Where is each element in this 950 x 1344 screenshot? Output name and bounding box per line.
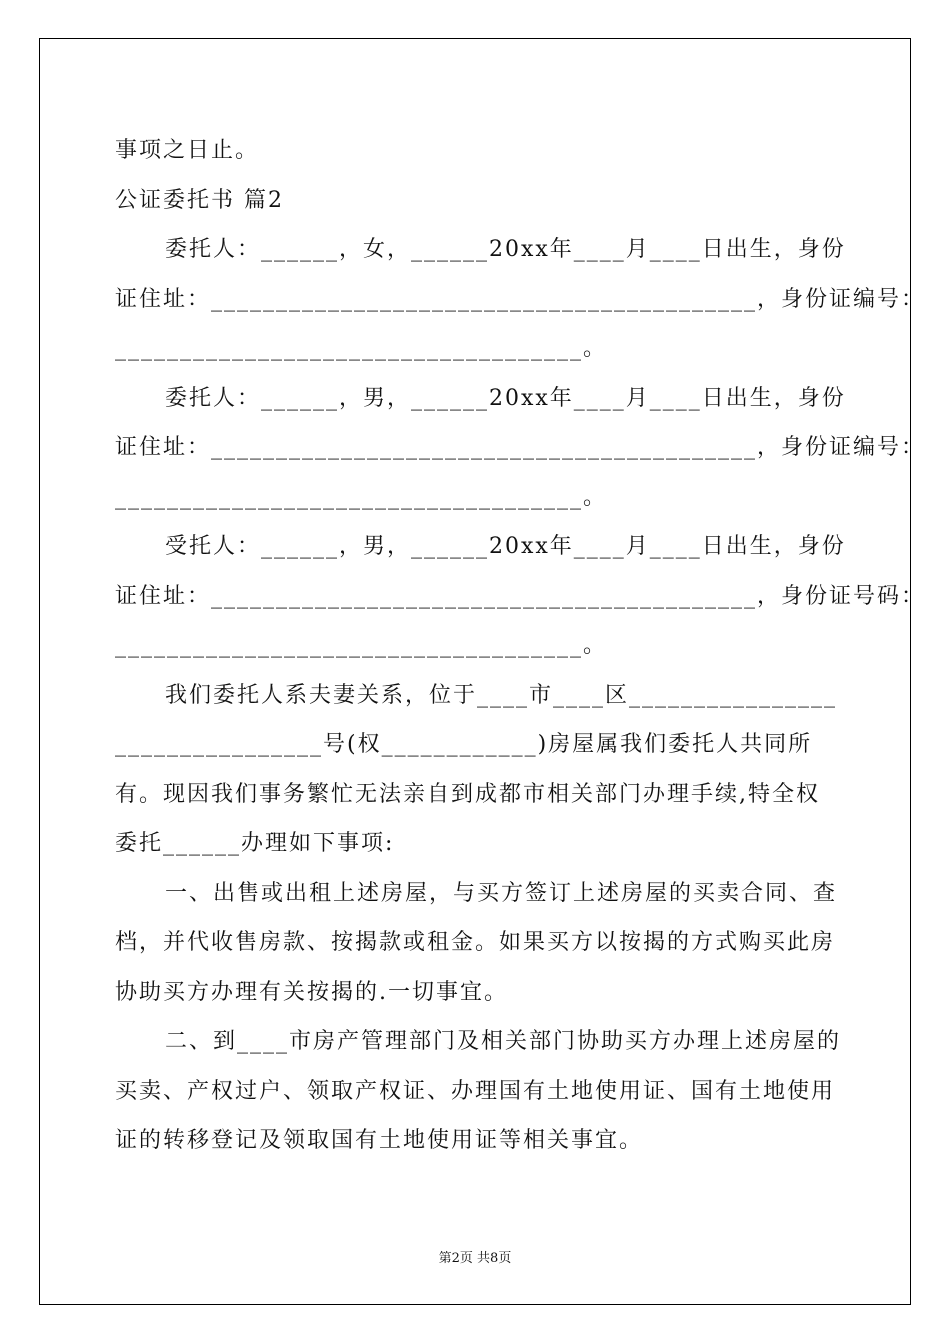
text-line: 一、出售或出租上述房屋，与买方签订上述房屋的买卖合同、查 [165,880,838,906]
text-line: 买卖、产权过户、领取产权证、办理国有土地使用证、国有土地使用 [115,1078,836,1104]
text-line: ____________________________________。 [115,633,608,658]
text-line: 事项之日止。 [115,138,260,163]
text-line: 委托人：______，女，______20xx年____月____日出生，身份 [165,237,846,262]
page-number: 第2页 共8页 [438,1251,512,1266]
text-line: ________________号(权____________)房屋属我们委托人共同所 [115,732,813,757]
text-line: 受托人：______，男，______20xx年____月____日出生，身份 [165,534,846,559]
text-line: 二、到____市房产管理部门及相关部门协助买方办理上述房屋的 [165,1029,842,1054]
text-line: 证的转移登记及领取国有土地使用证等相关事宜。 [115,1128,644,1153]
text-line: 我们委托人系夫妻关系，位于____市____区________________ [165,682,838,708]
text-line: 委托______办理如下事项: [115,831,395,856]
text-line: 有。现因我们事务繁忙无法亲自到成都市相关部门办理手续,特全权 [115,781,820,807]
text-line: ____________________________________。 [115,336,608,361]
text-line: 证住址：__________________________________________，身份证编号： [115,286,926,312]
text-line: 委托人：______，男，______20xx年____月____日出生，身份 [165,385,846,411]
document-body [115,126,926,1166]
section-title: 公证委托书 篇2 [115,187,284,213]
text-line: 协助买方办理有关按揭的.一切事宜。 [115,979,508,1005]
text-line: 证住址：__________________________________________，身份证号码： [115,583,926,609]
text-line: ____________________________________。 [115,484,608,510]
text-line: 证住址：__________________________________________，身份证编号： [115,435,926,460]
text-line: 档，并代收售房款、按揭款或租金。如果买方以按揭的方式购买此房 [115,930,836,955]
